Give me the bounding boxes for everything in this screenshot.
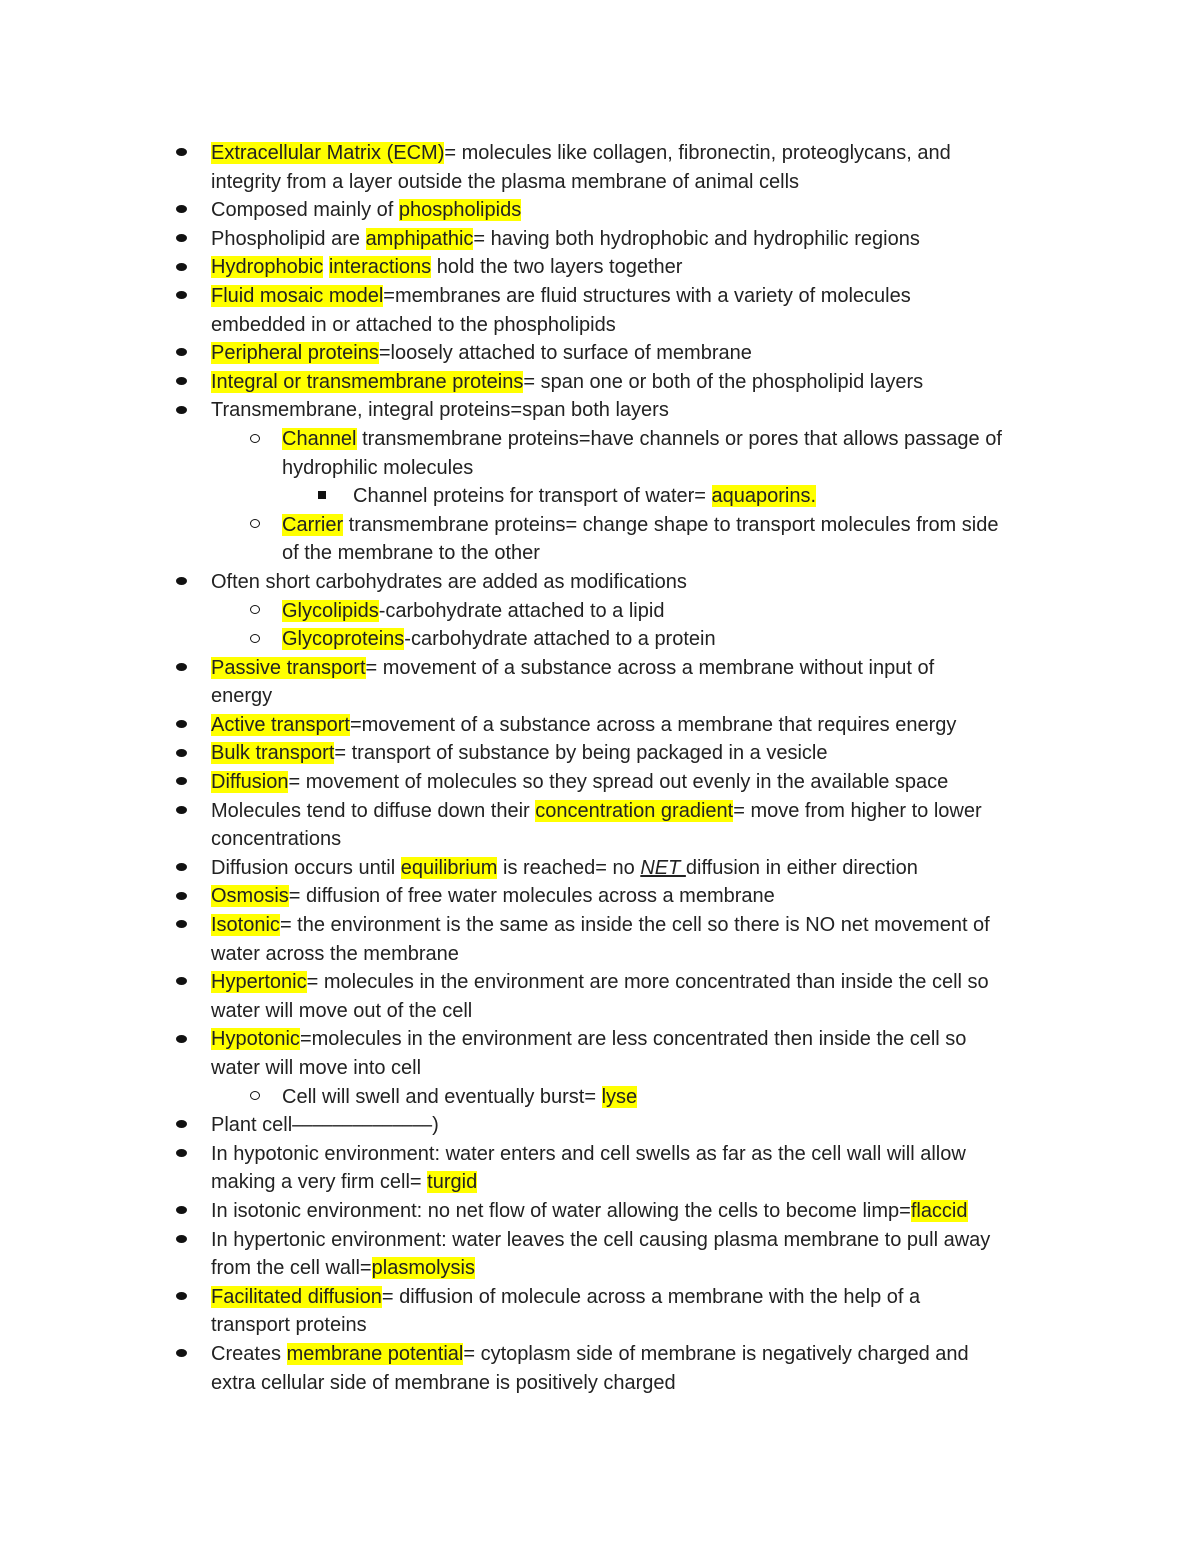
- note-text: Often short carbohydrates are added as modifications: [211, 570, 687, 593]
- bullet-dot-icon: [176, 1283, 187, 1312]
- note-text: = movement of molecules so they spread out evenly in the available space: [288, 771, 949, 794]
- list-item-continuation: [0, 1168, 1200, 1197]
- note-text: water will move into cell: [211, 1057, 422, 1079]
- list-item: [0, 854, 1200, 883]
- bullet-dot-icon: [176, 711, 187, 740]
- list-item: [0, 368, 1200, 397]
- bullet-dot-icon: [176, 396, 187, 425]
- note-text: = molecules in the environment are more concentrated than inside the cell so: [306, 971, 989, 994]
- bullet-dot-icon: [176, 568, 187, 597]
- highlighted-term: Facilitated diffusion: [211, 1285, 382, 1308]
- list-item-continuation: [0, 311, 1200, 340]
- note-text: -carbohydrate attached to a lipid: [378, 599, 665, 622]
- note-text: diffusion in either direction: [685, 856, 918, 879]
- note-text: embedded in or attached to the phospholipids: [211, 313, 616, 336]
- note-text: transmembrane proteins= change shape to transport molecules from side: [343, 513, 999, 536]
- highlighted-term: phospholipids: [398, 199, 522, 222]
- note-text: = diffusion of free water molecules across a membrane: [288, 885, 775, 908]
- list-item: [0, 482, 1200, 511]
- highlighted-term: Hydrophobic: [211, 256, 324, 279]
- note-text: = diffusion of molecule across a membrane with the help of a: [381, 1285, 921, 1308]
- list-item: [0, 882, 1200, 911]
- bullet-dot-icon: [176, 739, 187, 768]
- bullet-dot-icon: [176, 225, 187, 254]
- highlighted-term: Diffusion: [211, 771, 289, 794]
- list-item: [0, 425, 1200, 454]
- list-item: [0, 1083, 1200, 1112]
- list-item: [0, 196, 1200, 225]
- bullet-circle-icon: [250, 625, 260, 654]
- highlighted-term: aquaporins.: [711, 485, 817, 508]
- note-text: = molecules like collagen, fibronectin, proteoglycans, and: [444, 142, 951, 164]
- list-item: [0, 968, 1200, 997]
- list-item: [0, 511, 1200, 540]
- highlighted-term: flaccid: [910, 1199, 968, 1222]
- list-item: [0, 654, 1200, 683]
- note-text: water across the membrane: [211, 942, 459, 965]
- note-text: extra cellular side of membrane is positively charged: [211, 1371, 676, 1394]
- bullet-dot-icon: [176, 854, 187, 883]
- highlighted-term: Bulk transport: [211, 742, 335, 765]
- bullet-dot-icon: [176, 882, 187, 911]
- note-text: Phospholipid are: [211, 227, 366, 250]
- bullet-dot-icon: [176, 1340, 187, 1369]
- bullet-circle-icon: [250, 597, 260, 626]
- list-item: [0, 768, 1200, 797]
- highlighted-term: Glycoproteins: [282, 628, 405, 651]
- highlighted-term: Channel: [282, 427, 357, 450]
- list-item: [0, 282, 1200, 311]
- highlighted-term: membrane potential: [286, 1342, 464, 1365]
- list-item: [0, 911, 1200, 940]
- note-text: = movement of a substance across a membrane without input of: [365, 656, 935, 679]
- bullet-dot-icon: [176, 1025, 187, 1054]
- list-item: [0, 139, 1200, 168]
- note-text: making a very firm cell=: [211, 1171, 428, 1194]
- note-text: = span one or both of the phospholipid layers: [523, 370, 924, 393]
- list-item: [0, 396, 1200, 425]
- note-text: Composed mainly of: [211, 199, 399, 222]
- list-item-continuation: [0, 940, 1200, 969]
- note-text: Molecules tend to diffuse down their: [211, 799, 536, 822]
- list-item-continuation: [0, 682, 1200, 711]
- list-item-continuation: [0, 1054, 1200, 1083]
- highlighted-term: Integral or transmembrane proteins: [211, 370, 524, 393]
- note-text: concentrations: [211, 828, 342, 851]
- list-item: [0, 1111, 1200, 1140]
- note-text: =movement of a substance across a membrane that requires energy: [349, 713, 957, 736]
- highlighted-term: Extracellular Matrix (ECM): [211, 142, 445, 164]
- note-text: In hypotonic environment: water enters and cell swells as far as the cell wall will allow: [211, 1142, 966, 1165]
- highlighted-term: Hypotonic: [211, 1028, 300, 1051]
- bullet-list: [0, 139, 1200, 1397]
- list-item-continuation: [0, 1311, 1200, 1340]
- highlighted-term: Isotonic: [211, 914, 280, 937]
- note-text: In isotonic environment: no net flow of water allowing the cells to become limp=: [211, 1199, 911, 1222]
- list-item-continuation: [0, 1369, 1200, 1398]
- note-text: Plant cell———————): [211, 1114, 439, 1137]
- highlighted-term: lyse: [601, 1085, 638, 1108]
- bullet-dot-icon: [176, 1111, 187, 1140]
- note-text: Creates: [211, 1342, 287, 1365]
- bullet-dot-icon: [176, 139, 187, 168]
- list-item: [0, 1025, 1200, 1054]
- bullet-dot-icon: [176, 1197, 187, 1226]
- note-text: =loosely attached to surface of membrane: [378, 342, 752, 365]
- bullet-dot-icon: [176, 1140, 187, 1169]
- list-item: [0, 597, 1200, 626]
- note-text: hold the two layers together: [431, 256, 683, 279]
- note-text: water will move out of the cell: [211, 999, 473, 1022]
- list-item: [0, 711, 1200, 740]
- note-text: Diffusion occurs until: [211, 856, 401, 879]
- bullet-circle-icon: [250, 425, 260, 454]
- list-item: [0, 253, 1200, 282]
- list-item-continuation: [0, 825, 1200, 854]
- list-item: [0, 339, 1200, 368]
- highlighted-term: Peripheral proteins: [211, 342, 379, 365]
- note-text: Transmembrane, integral proteins=span both layers: [211, 399, 669, 422]
- note-text: transmembrane proteins=have channels or pores that allows passage of: [356, 427, 1002, 450]
- list-item: [0, 739, 1200, 768]
- highlighted-term: Hypertonic: [211, 971, 307, 994]
- note-text: hydrophilic molecules: [282, 456, 474, 479]
- bullet-dot-icon: [176, 911, 187, 940]
- bullet-dot-icon: [176, 654, 187, 683]
- list-item-continuation: [0, 539, 1200, 568]
- emphasized-text: NET: [640, 856, 686, 879]
- list-item-continuation: [0, 454, 1200, 483]
- bullet-dot-icon: [176, 768, 187, 797]
- bullet-dot-icon: [176, 1226, 187, 1255]
- note-text: of the membrane to the other: [282, 542, 540, 565]
- bullet-dot-icon: [176, 797, 187, 826]
- bullet-dot-icon: [176, 253, 187, 282]
- list-item: [0, 1283, 1200, 1312]
- list-item: [0, 225, 1200, 254]
- note-text: -carbohydrate attached to a protein: [404, 628, 716, 651]
- note-text: = having both hydrophobic and hydrophilic regions: [473, 227, 920, 250]
- note-text: is reached= no: [497, 856, 641, 879]
- bullet-dot-icon: [176, 368, 187, 397]
- highlighted-term: concentration gradient: [535, 799, 734, 822]
- bullet-dot-icon: [176, 196, 187, 225]
- list-item-continuation: [0, 1254, 1200, 1283]
- note-text: Channel proteins for transport of water=: [353, 485, 712, 508]
- highlighted-term: equilibrium: [400, 856, 498, 879]
- note-text: integrity from a layer outside the plasma membrane of animal cells: [211, 170, 800, 193]
- note-text: from the cell wall=: [211, 1257, 372, 1280]
- list-item: [0, 1226, 1200, 1255]
- highlighted-term: amphipathic: [365, 227, 474, 250]
- note-text: energy: [211, 685, 273, 708]
- bullet-square-icon: [318, 482, 326, 511]
- note-text: = the environment is the same as inside the cell so there is NO net movement of: [279, 914, 990, 937]
- highlighted-term: Osmosis: [211, 885, 289, 908]
- highlighted-term: Carrier: [282, 513, 344, 536]
- highlighted-term: turgid: [427, 1171, 478, 1194]
- note-text: Cell will swell and eventually burst=: [282, 1085, 602, 1108]
- highlighted-term: Glycolipids: [282, 599, 379, 622]
- bullet-dot-icon: [176, 339, 187, 368]
- note-text: =membranes are fluid structures with a variety of molecules: [383, 284, 911, 307]
- note-text: transport proteins: [211, 1314, 367, 1337]
- list-item: [0, 1140, 1200, 1169]
- highlighted-term: Active transport: [211, 713, 350, 736]
- bullet-dot-icon: [176, 968, 187, 997]
- list-item: [0, 1197, 1200, 1226]
- list-item: [0, 1340, 1200, 1369]
- note-text: = transport of substance by being packaged in a vesicle: [334, 742, 828, 765]
- note-text: = cytoplasm side of membrane is negatively charged and: [463, 1342, 969, 1365]
- highlighted-term: Passive transport: [211, 656, 366, 679]
- note-text: In hypertonic environment: water leaves the cell causing plasma membrane to pull away: [211, 1228, 991, 1251]
- list-item: [0, 797, 1200, 826]
- bullet-dot-icon: [176, 282, 187, 311]
- note-text: = move from higher to lower: [733, 799, 982, 822]
- highlighted-term: Fluid mosaic model: [211, 284, 384, 307]
- bullet-circle-icon: [250, 511, 260, 540]
- bullet-circle-icon: [250, 1083, 260, 1112]
- highlighted-term: plasmolysis: [371, 1257, 475, 1280]
- list-item-continuation: [0, 168, 1200, 197]
- list-item: [0, 625, 1200, 654]
- highlighted-term: interactions: [328, 256, 432, 279]
- note-text: =molecules in the environment are less concentrated then inside the cell so: [299, 1028, 967, 1051]
- list-item: [0, 568, 1200, 597]
- list-item-continuation: [0, 997, 1200, 1026]
